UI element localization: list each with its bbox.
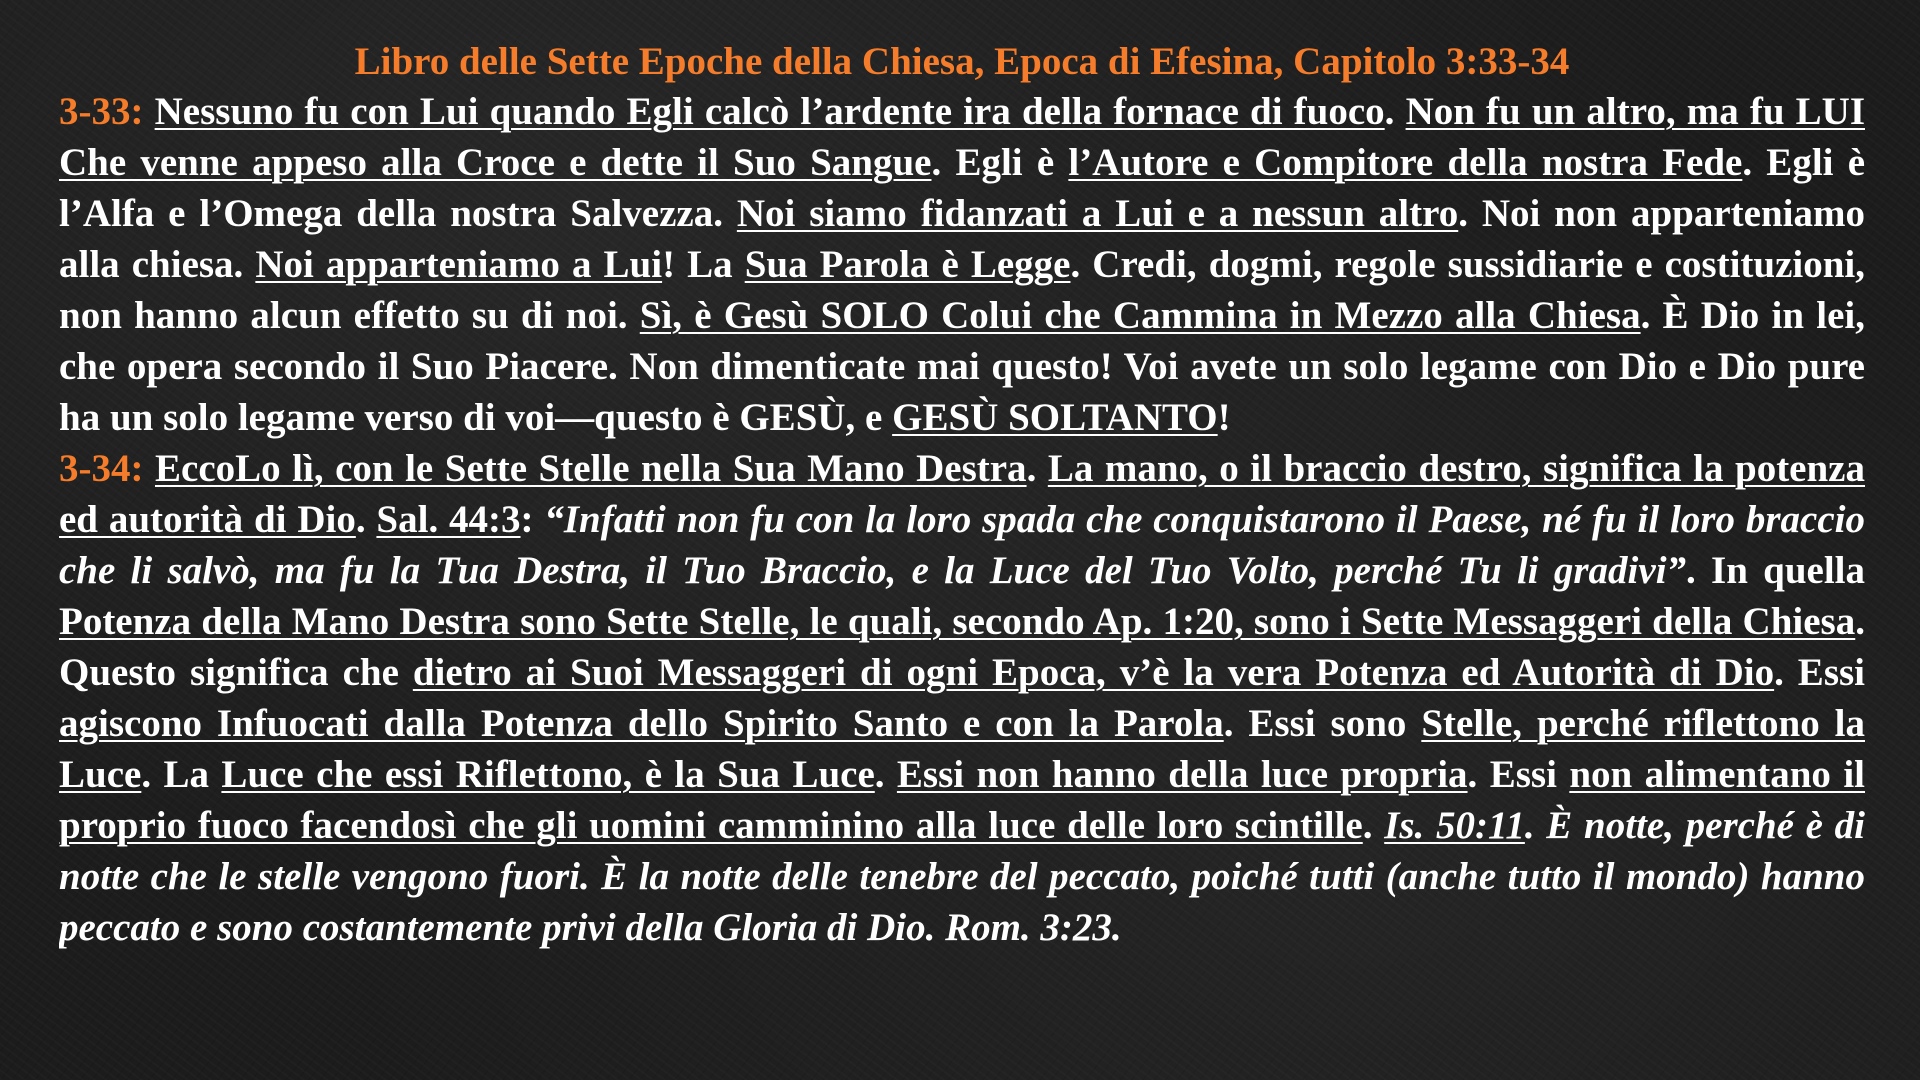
underlined-text: Nessuno fu con Lui quando Egli calcò l’ardente ira della fornace di fuoco [154,90,1385,133]
italic-text: . È notte, perché è di notte che le stelle vengono fuori. È la notte delle tenebre del peccato, poiché tutti (anche tutto il mondo) hanno peccato e sono costantemente privi della Gloria di Dio. Rom. 3:23. [59,804,1865,949]
verse-reference: 3-33: [59,90,144,133]
text-segment: . [874,753,897,796]
text-segment: . Egli è l’Alfa e l’Omega della nostra Salvezza. [59,141,1865,235]
underlined-text: Is. 50:11 [1384,804,1525,847]
underlined-text: dietro ai Suoi Messaggeri di ogni Epoca, v’è la vera Potenza ed Autorità di Dio [412,651,1775,694]
text-segment: . Essi [1467,753,1570,796]
text-segment: : [520,498,545,541]
text-segment: ! La [662,243,745,286]
underlined-text: non alimentano il proprio fuoco facendosì che gli uomini camminino alla luce delle loro scintille [59,753,1865,847]
underlined-text: Sì, è Gesù SOLO Colui che Cammina in Mezzo alla Chiesa [639,294,1641,337]
italic-text: “Infatti non fu con la loro spada che conquistarono il Paese, né fu il loro braccio che li salvò, ma fu la Tua Destra, il Tuo Braccio, e la Luce del Tuo Volto, perché Tu li gradivi” [59,498,1865,592]
text-segment: . Noi non apparteniamo alla chiesa. [59,192,1865,286]
text-segment: . [355,498,377,541]
underlined-text: Sua Parola è Legge [744,243,1071,286]
page-title: Libro delle Sette Epoche della Chiesa, Epoca di Efesina, Capitolo 3:33-34 [354,40,1570,83]
underlined-text: Noi siamo fidanzati a Lui e a nessun altro [736,192,1459,235]
text-segment: ! [1217,396,1231,439]
verse-paragraph [59,86,1865,443]
verse-reference: 3-34: [59,447,144,490]
underlined-text: EccoLo lì, con le Sette Stelle nella Sua Mano Destra [155,447,1027,490]
text-segment: . Essi [1774,651,1865,694]
text-segment: . La [141,753,222,796]
underlined-text: GESÙ SOLTANTO [892,396,1218,439]
underlined-text: Non fu un altro, ma fu LUI Che venne appeso alla Croce e dette il Suo Sangue [59,90,1865,184]
underlined-text: Sal. 44:3 [376,498,521,541]
text-segment: . [1026,447,1048,490]
underlined-text: La mano, o il braccio destro, significa la potenza ed autorità di Dio [59,447,1865,541]
underlined-text: l’Autore e Compitore della nostra Fede [1068,141,1743,184]
text-segment: . Questo significa che [59,600,1865,694]
verse-paragraph [59,443,1865,953]
text-segment: . Essi sono [1223,702,1422,745]
underlined-text: Luce che essi Riflettono, è la Sua Luce [221,753,875,796]
underlined-text: Potenza della Mano Destra sono Sette Stelle, le quali, secondo Ap. 1:20, sono i Sette Messaggeri della Chiesa [59,600,1856,643]
underlined-text: Stelle, perché riflettono la Luce [59,702,1865,796]
text-segment: . In quella [1686,549,1865,592]
text-segment: . È Dio in lei, che opera secondo il Suo Piacere. Non dimenticate mai questo! Voi avete un solo legame con Dio e Dio pure ha un solo legame verso di voi—questo è GESÙ, e [59,294,1865,439]
body-text [59,86,1865,953]
text-segment: . Egli è [931,141,1069,184]
underlined-text: agiscono Infuocati dalla Potenza dello Spirito Santo e con la Parola [59,702,1224,745]
underlined-text: Noi apparteniamo a Lui [255,243,663,286]
text-segment: . [1384,90,1406,133]
slide [59,38,1865,1048]
underlined-text: Essi non hanno della luce propria [896,753,1468,796]
text-segment: . [1362,804,1385,847]
text-segment: . Credi, dogmi, regole sussidiarie e costituzioni, non hanno alcun effetto su di noi. [59,243,1865,337]
